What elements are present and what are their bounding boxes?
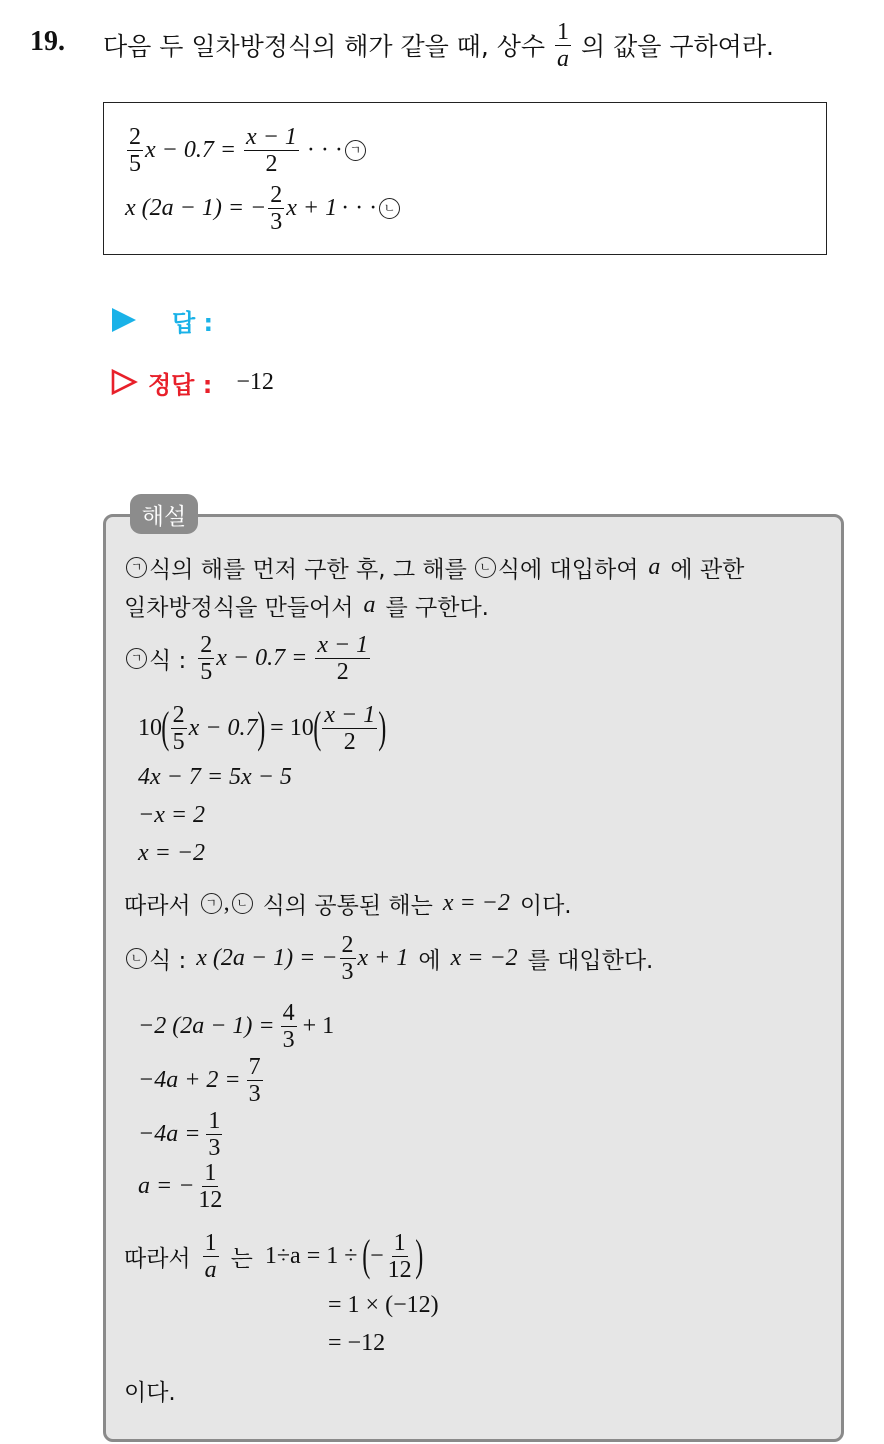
sol-s2-open-paren-2: ( — [313, 703, 322, 752]
sol-t1-label: 식 : — [149, 947, 187, 974]
sol-s1-rnum: x − 1 — [317, 631, 369, 658]
correct-answer-row — [110, 366, 274, 398]
solution-tab: 해설 — [130, 494, 198, 534]
sol-s2-rnum: x − 1 — [324, 701, 376, 728]
solution-step-9 — [138, 1104, 224, 1164]
eq2-den: 3 — [270, 208, 283, 235]
sol-end: 이다. — [124, 1380, 176, 1406]
sol-u4-den: 12 — [198, 1186, 223, 1213]
problem-statement — [103, 14, 774, 76]
solution-step-10 — [138, 1156, 226, 1216]
sol-mark-2: ㄴ — [475, 557, 496, 578]
sol-f1-fraction — [203, 1231, 219, 1282]
sol-t1-right: x + 1 — [357, 944, 409, 971]
sol-u4-fraction — [196, 1161, 224, 1212]
sol-s2-coef: 10 — [138, 714, 162, 741]
sol-u4-left: a = − — [138, 1172, 195, 1199]
sol-final-2: = 1 × (−12) — [328, 1292, 439, 1318]
sol-f1-close-paren: ) — [414, 1231, 423, 1280]
sol-s1-left-fraction — [198, 633, 214, 684]
sol-f1-den: a — [204, 1256, 217, 1283]
sol-s2-open-paren: ( — [161, 703, 170, 752]
eq1-middle: x − 0.7 = — [145, 136, 237, 163]
eq2-right: x + 1 — [286, 194, 338, 221]
sol-u2-fraction — [247, 1055, 263, 1106]
sol-s2-right-fraction — [322, 703, 377, 754]
eq1-right-fraction — [244, 125, 299, 176]
sol-f1-expr: 1÷a = 1 ÷ — [264, 1242, 358, 1269]
sol-s2-left-fraction — [171, 703, 187, 754]
sol-line2-text-a: 일차방정식을 만들어서 — [124, 594, 354, 621]
sol-s1-num: 2 — [200, 631, 213, 658]
sol-c1-comma: , — [223, 889, 230, 916]
sol-line2-var: a — [363, 591, 376, 618]
sol-final-3: = −12 — [328, 1330, 386, 1356]
solution-step-1 — [124, 628, 372, 688]
sol-line1-var: a — [648, 553, 661, 580]
play-arrow-icon — [110, 306, 138, 334]
sol-s2-close-paren: ) — [256, 703, 265, 752]
sol-t1-text-c: 를 대입한다. — [527, 947, 654, 974]
sol-c1-text-b: 식의 공통된 해는 — [262, 892, 433, 919]
sol-s2-eq: = 10 — [270, 714, 314, 741]
sol-t1-eq2: x = −2 — [450, 944, 518, 971]
sol-f1-inum: 1 — [393, 1229, 406, 1256]
correct-answer-value: −12 — [236, 368, 274, 395]
sol-s1-right-fraction — [315, 633, 370, 684]
sol-u2-left: −4a + 2 = — [138, 1066, 241, 1093]
solution-line-2 — [124, 588, 489, 622]
eq1-right-den: 2 — [265, 150, 278, 177]
sol-c1-mark-1: ㄱ — [201, 893, 222, 914]
eq2-circled-mark: ㄴ — [379, 198, 400, 219]
solution-line-1 — [124, 550, 744, 584]
problem-frac-num: 1 — [557, 18, 570, 45]
sol-f1-text-a: 따라서 — [124, 1245, 191, 1272]
eq2-dots: · · · — [341, 194, 378, 221]
eq2-left: x (2a − 1) = − — [125, 194, 267, 221]
sol-t1-num: 2 — [341, 931, 354, 958]
solution-step-2 — [138, 696, 386, 760]
eq1-circled-mark: ㄱ — [345, 140, 366, 161]
eq2-fraction — [268, 183, 284, 234]
sol-f1-neg: − — [370, 1242, 384, 1269]
sol-s2-mid: x − 0.7 — [188, 714, 258, 741]
sol-u1-left: −2 (2a − 1) = — [138, 1012, 275, 1039]
problem-number: 19. — [30, 26, 65, 57]
sol-step-4: −x = 2 — [138, 802, 206, 828]
sol-line1-text-a: 식의 해를 먼저 구한 후, 그 해를 — [149, 556, 467, 583]
sol-line2-text-b: 를 구한다. — [385, 594, 489, 621]
problem-fraction — [555, 20, 571, 71]
sol-c1-mark-2: ㄴ — [232, 893, 253, 914]
eq1-left-den: 5 — [129, 150, 141, 177]
sol-u3-fraction — [206, 1109, 222, 1160]
sol-u3-num: 1 — [208, 1107, 221, 1134]
sol-u1-fraction — [281, 1001, 297, 1052]
sol-f1-open-paren: ( — [362, 1231, 371, 1280]
sol-u4-num: 1 — [204, 1159, 217, 1186]
sol-t1-fraction — [340, 933, 356, 984]
sol-mark-1: ㄱ — [126, 557, 147, 578]
sol-t1-den: 3 — [341, 958, 354, 985]
sol-s2-num: 2 — [172, 701, 185, 728]
sol-f1-inner-fraction — [386, 1231, 414, 1282]
sol-s1-rden: 2 — [336, 658, 349, 685]
sol-u1-right: + 1 — [302, 1012, 335, 1039]
sol-step-5: x = −2 — [138, 840, 206, 866]
sol-u3-den: 3 — [208, 1134, 221, 1161]
sol-f1-text-b: 는 — [230, 1245, 253, 1272]
sol-line1-text-b: 식에 대입하여 — [497, 556, 639, 583]
sol-u1-den: 3 — [282, 1026, 295, 1053]
equation-2 — [125, 178, 402, 238]
sol-f1-num: 1 — [204, 1229, 217, 1256]
correct-answer-label: 정답 : — [148, 370, 213, 399]
solution-step-7 — [138, 996, 334, 1056]
answer-label: 답 : — [172, 308, 214, 337]
solution-step-8 — [138, 1050, 265, 1110]
sol-t1-text-b: 에 — [418, 947, 441, 974]
sol-u1-num: 4 — [282, 999, 295, 1026]
eq1-left-num: 2 — [129, 123, 141, 150]
sol-line1-text-c: 에 관한 — [670, 556, 745, 583]
sol-f1-iden: 12 — [387, 1256, 412, 1283]
sol-u2-den: 3 — [248, 1080, 261, 1107]
solution-final-1 — [124, 1224, 422, 1288]
sol-s2-close-paren-2: ) — [378, 703, 387, 752]
sol-u2-num: 7 — [248, 1053, 261, 1080]
sol-c1-text-a: 따라서 — [124, 892, 191, 919]
solution-step-6 — [124, 928, 653, 988]
sol-c1-text-c: 이다. — [519, 892, 572, 919]
sol-s2-rden: 2 — [343, 728, 356, 755]
solution-conclusion-1 — [124, 886, 572, 920]
eq1-left-fraction — [127, 125, 143, 176]
eq1-dots: · · · — [306, 136, 343, 163]
problem-text-after: 의 값을 구하여라. — [581, 32, 774, 61]
outline-arrow-icon — [110, 368, 138, 396]
sol-t1-mark: ㄴ — [126, 948, 147, 969]
problem-frac-den: a — [557, 45, 570, 72]
sol-c1-eq: x = −2 — [442, 889, 510, 916]
eq1-right-num: x − 1 — [246, 123, 297, 150]
sol-s1-den: 5 — [200, 658, 213, 685]
answer-row — [110, 304, 213, 336]
sol-t1-eq: x (2a − 1) = − — [196, 944, 338, 971]
sol-s1-mid: x − 0.7 = — [216, 644, 308, 671]
sol-u3-left: −4a = — [138, 1120, 201, 1147]
sol-s1-label: 식 : — [149, 647, 187, 674]
problem-text-before: 다음 두 일차방정식의 해가 같을 때, 상수 — [103, 32, 546, 61]
sol-s1-mark: ㄱ — [126, 648, 147, 669]
equation-1 — [125, 120, 368, 180]
eq2-num: 2 — [270, 181, 283, 208]
sol-step-3: 4x − 7 = 5x − 5 — [138, 764, 292, 790]
sol-s2-den: 5 — [172, 728, 185, 755]
